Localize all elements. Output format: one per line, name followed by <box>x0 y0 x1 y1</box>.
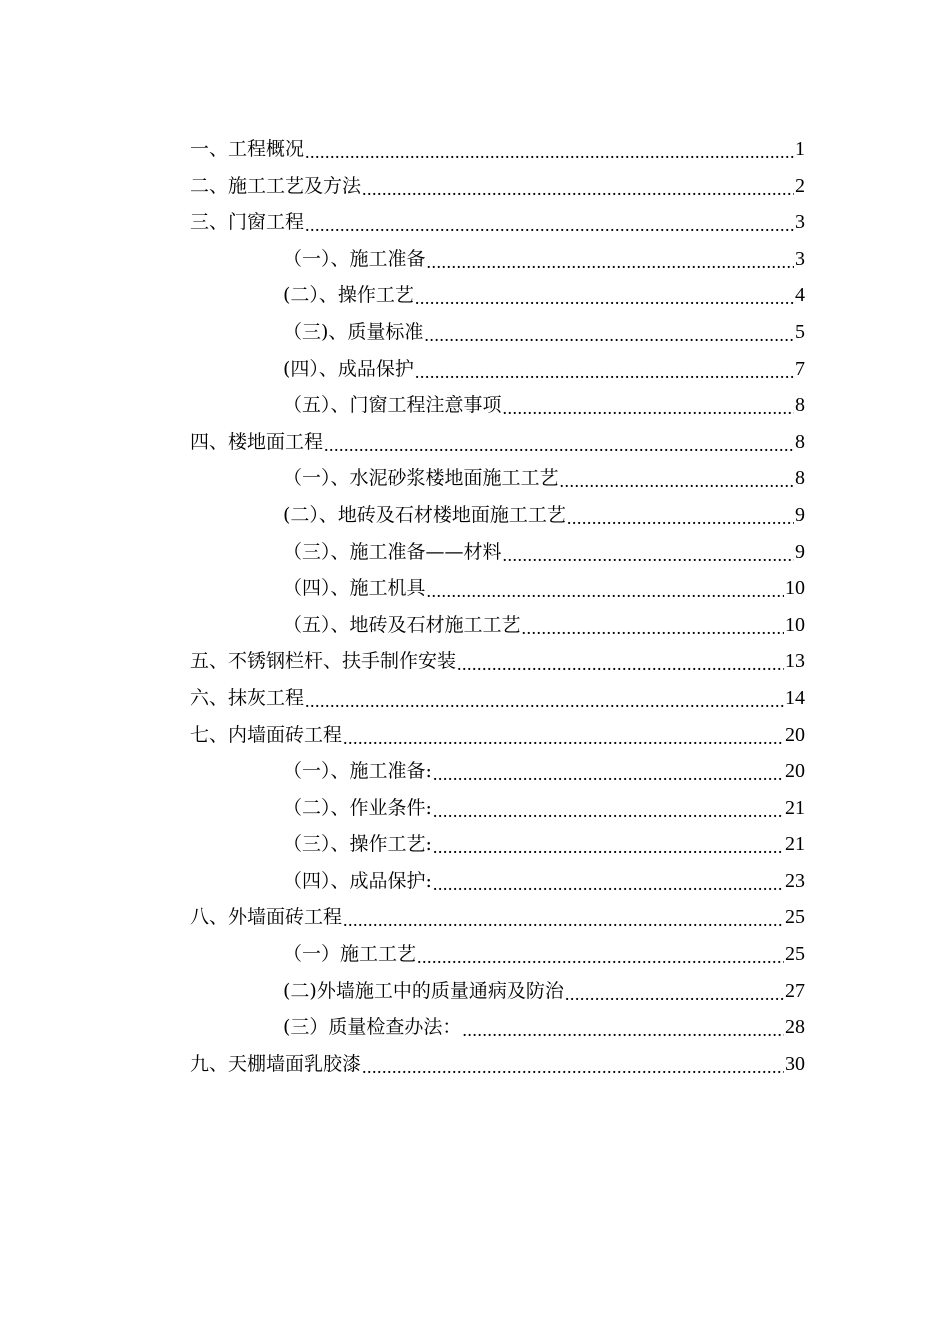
table-of-contents <box>0 131 950 1082</box>
toc-subentry[interactable] <box>0 314 950 351</box>
toc-entry-title: （五）、门窗工程注意事项 <box>283 394 502 417</box>
toc-dot-leader <box>433 829 784 866</box>
toc-entry-title: 五、不锈钢栏杆、扶手制作安装 <box>190 650 457 673</box>
toc-subentry[interactable] <box>0 753 950 790</box>
toc-subentry[interactable] <box>0 241 950 278</box>
toc-dot-leader <box>305 207 794 244</box>
toc-subentry[interactable] <box>0 936 950 973</box>
toc-dot-leader <box>433 793 784 830</box>
toc-dot-leader <box>560 463 794 500</box>
toc-dot-leader <box>457 646 784 683</box>
toc-entry[interactable] <box>0 899 950 936</box>
toc-entry-title: (二)外墙施工中的质量通病及防治 <box>283 979 564 1002</box>
toc-entry-title: （一）、施工准备: <box>283 760 432 783</box>
toc-entry-title: 八、外墙面砖工程 <box>190 906 343 929</box>
toc-entry-page: 8 <box>795 430 805 453</box>
toc-subentry[interactable] <box>0 534 950 571</box>
toc-entry-title: 六、抹灰工程 <box>190 686 305 709</box>
toc-entry-title: （四）、施工机具 <box>283 577 426 600</box>
toc-entry-page: 3 <box>795 211 805 234</box>
toc-entry-page: 14 <box>785 686 805 709</box>
toc-dot-leader <box>427 573 784 610</box>
toc-entry-page: 20 <box>785 760 805 783</box>
toc-entry-title: （三）、操作工艺: <box>283 833 432 856</box>
toc-dot-leader <box>343 902 784 939</box>
toc-entry-page: 25 <box>785 943 805 966</box>
toc-entry[interactable] <box>0 424 950 461</box>
toc-entry[interactable] <box>0 204 950 241</box>
toc-entry-page: 13 <box>785 650 805 673</box>
toc-entry-page: 1 <box>795 138 805 160</box>
toc-entry-page: 21 <box>785 833 805 856</box>
toc-entry-title: 四、楼地面工程 <box>190 430 324 453</box>
toc-entry-title: (四）、成品保护 <box>283 357 414 380</box>
toc-subentry[interactable] <box>0 460 950 497</box>
toc-subentry[interactable] <box>0 863 950 900</box>
toc-dot-leader <box>343 720 784 757</box>
toc-entry-title: 七、内墙面砖工程 <box>190 723 343 746</box>
toc-subentry[interactable] <box>0 1009 950 1046</box>
toc-dot-leader <box>305 134 794 171</box>
toc-subentry[interactable] <box>0 351 950 388</box>
toc-entry-page: 23 <box>785 869 805 892</box>
toc-dot-leader <box>503 390 794 427</box>
toc-subentry[interactable] <box>0 497 950 534</box>
toc-entry-title: （二）、作业条件: <box>283 796 432 819</box>
toc-entry-title: （五）、地砖及石材施工工艺 <box>283 613 521 636</box>
toc-entry-title: （四）、成品保护: <box>283 869 432 892</box>
toc-entry-page: 9 <box>795 503 805 526</box>
toc-entry-page: 4 <box>795 284 805 307</box>
toc-entry[interactable] <box>0 643 950 680</box>
toc-entry-page: 10 <box>785 577 805 600</box>
toc-subentry[interactable] <box>0 570 950 607</box>
toc-subentry[interactable] <box>0 973 950 1010</box>
toc-dot-leader <box>305 683 784 720</box>
toc-entry-title: (二）、操作工艺 <box>283 284 414 307</box>
toc-entry-page: 9 <box>795 540 805 563</box>
toc-entry-title: 一、工程概况 <box>190 138 305 160</box>
toc-dot-leader <box>503 537 794 574</box>
toc-entry-page: 30 <box>785 1052 805 1075</box>
toc-entry-title: (三）质量检查办法： <box>283 1016 462 1039</box>
toc-dot-leader <box>415 354 794 391</box>
toc-subentry[interactable] <box>0 277 950 314</box>
toc-dot-leader <box>424 317 794 354</box>
toc-entry-title: （一）、施工准备 <box>283 247 426 270</box>
toc-entry[interactable] <box>0 168 950 205</box>
toc-entry-title: (二）、地砖及石材楼地面施工工艺 <box>283 503 566 526</box>
toc-entry-page: 7 <box>795 357 805 380</box>
toc-subentry[interactable] <box>0 826 950 863</box>
toc-subentry[interactable] <box>0 607 950 644</box>
toc-entry-page: 28 <box>785 1016 805 1039</box>
toc-dot-leader <box>567 500 794 537</box>
toc-entry[interactable] <box>0 131 950 168</box>
toc-entry-title: 三、门窗工程 <box>190 211 305 234</box>
toc-entry-page: 5 <box>795 320 805 343</box>
toc-entry-page: 25 <box>785 906 805 929</box>
toc-dot-leader <box>565 976 784 1013</box>
toc-entry-title: 九、天棚墙面乳胶漆 <box>190 1052 362 1075</box>
toc-dot-leader <box>362 1049 784 1086</box>
toc-subentry[interactable] <box>0 387 950 424</box>
toc-entry-page: 3 <box>795 247 805 270</box>
toc-entry[interactable] <box>0 1046 950 1083</box>
toc-entry-page: 21 <box>785 796 805 819</box>
toc-dot-leader <box>462 1012 784 1049</box>
toc-entry-page: 10 <box>785 613 805 636</box>
toc-dot-leader <box>324 427 794 464</box>
toc-dot-leader <box>433 866 784 903</box>
toc-entry-page: 20 <box>785 723 805 746</box>
toc-entry-title: （三）、施工准备——材料 <box>283 540 502 563</box>
toc-entry-page: 8 <box>795 394 805 417</box>
toc-entry-title: （三)、质量标准 <box>283 320 424 343</box>
toc-entry-title: 二、施工工艺及方法 <box>190 174 362 197</box>
toc-entry[interactable] <box>0 717 950 754</box>
toc-dot-leader <box>362 171 794 208</box>
toc-dot-leader <box>522 610 784 647</box>
toc-dot-leader <box>427 244 794 281</box>
toc-dot-leader <box>415 280 794 317</box>
toc-entry[interactable] <box>0 680 950 717</box>
toc-entry-title: （一）施工工艺 <box>283 943 417 966</box>
toc-entry-page: 27 <box>785 979 805 1002</box>
toc-subentry[interactable] <box>0 790 950 827</box>
toc-dot-leader <box>433 756 784 793</box>
toc-dot-leader <box>417 939 784 976</box>
toc-entry-page: 2 <box>795 174 805 197</box>
toc-entry-title: （一）、水泥砂浆楼地面施工工艺 <box>283 467 559 490</box>
toc-entry-page: 8 <box>795 467 805 490</box>
